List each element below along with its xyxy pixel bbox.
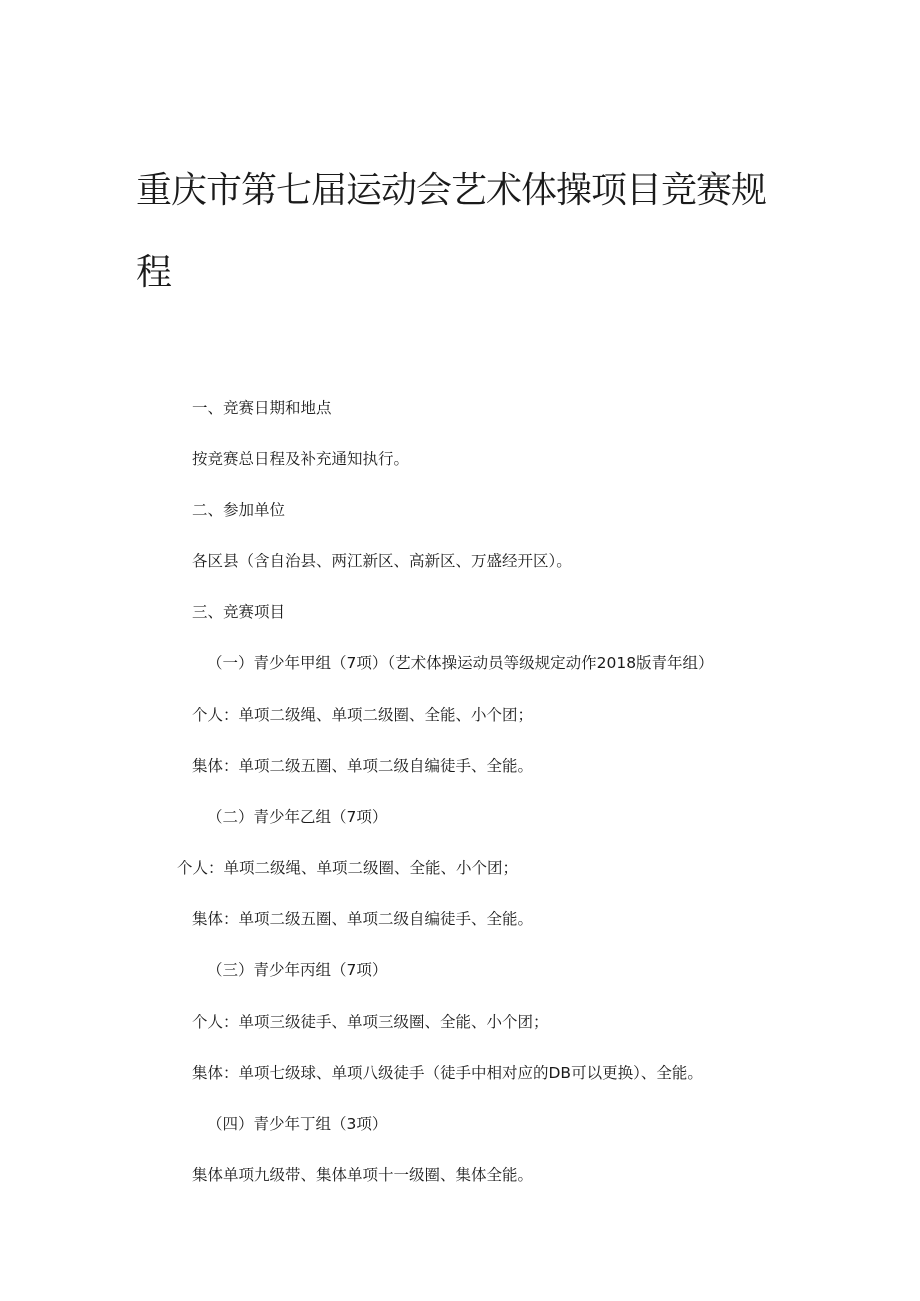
group-a-individual: 个人：单项二级绳、单项二级圈、全能、小个团； (192, 706, 534, 724)
subheading-group-c: （三）青少年丙组（7项） (207, 961, 388, 979)
group-a-team: 集体：单项二级五圈、单项二级自编徒手、全能。 (192, 757, 534, 775)
group-c-team: 集体：单项七级球、单项八级徒手（徒手中相对应的DB可以更换）、全能。 (192, 1064, 703, 1082)
section-heading-participants: 二、参加单位 (192, 501, 286, 519)
group-c-individual: 个人：单项三级徒手、单项三级圈、全能、小个团； (192, 1013, 549, 1031)
section-heading-date-venue: 一、竞赛日期和地点 (192, 399, 332, 417)
group-d-team: 集体单项九级带、集体单项十一级圈、集体全能。 (192, 1166, 534, 1184)
document-title: 重庆市第七届运动会艺术体操项目竞赛规程 (136, 170, 767, 293)
subheading-group-d: （四）青少年丁组（3项） (207, 1115, 388, 1133)
paragraph-schedule: 按竞赛总日程及补充通知执行。 (192, 450, 410, 468)
subheading-group-a: （一）青少年甲组（7项）（艺术体操运动员等级规定动作2018版青年组） (207, 654, 714, 672)
paragraph-participants: 各区县（含自治县、两江新区、高新区、万盛经开区）。 (192, 552, 572, 570)
group-b-team: 集体：单项二级五圈、单项二级自编徒手、全能。 (192, 910, 534, 928)
section-heading-events: 三、竞赛项目 (192, 603, 286, 621)
group-b-individual: 个人：单项二级绳、单项二级圈、全能、小个团； (177, 859, 519, 877)
subheading-group-b: （二）青少年乙组（7项） (207, 808, 388, 826)
